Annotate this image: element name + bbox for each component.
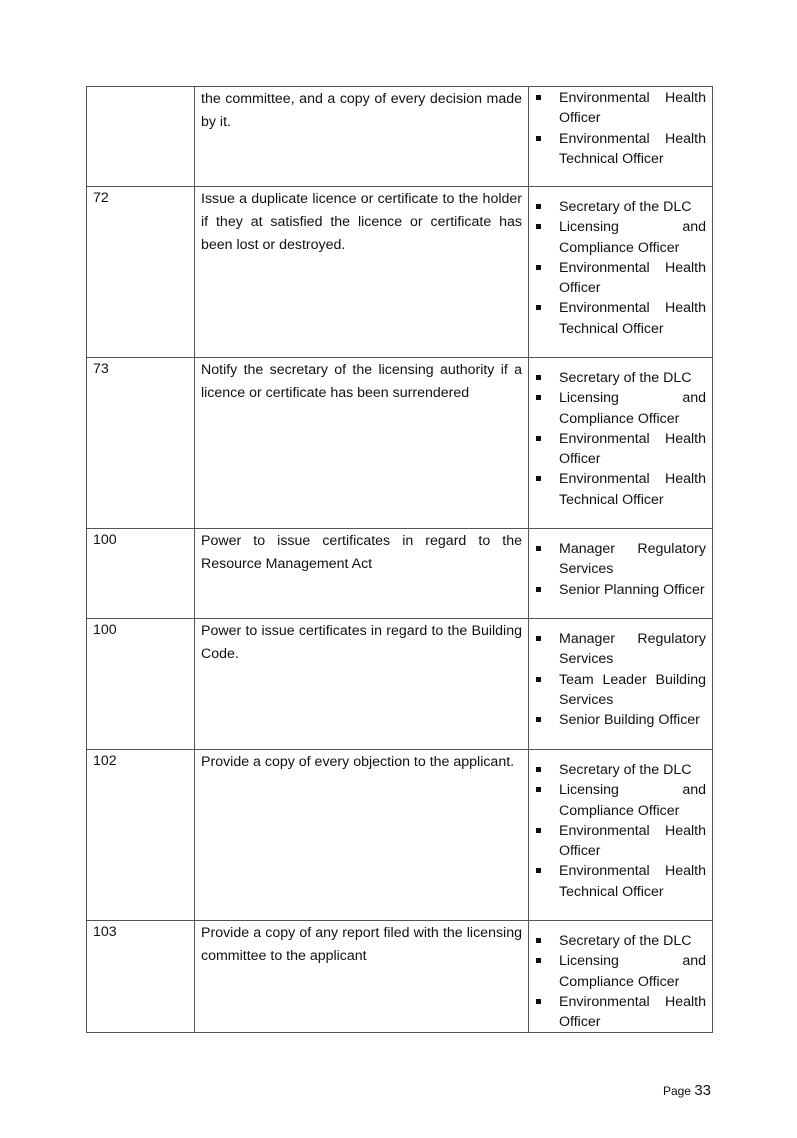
- section-number: 102: [87, 750, 195, 921]
- delegation-description: the committee, and a copy of every decision made by it.: [195, 87, 529, 187]
- role-item: Secretary of the DLC: [535, 760, 706, 780]
- page-label: Page: [662, 1084, 691, 1098]
- table-row: [87, 87, 713, 187]
- role-item: Licensing and Compliance Officer: [535, 388, 706, 429]
- table-row: [87, 619, 713, 750]
- role-item: Licensing and Compliance Officer: [535, 217, 706, 258]
- delegate-roles: [529, 619, 713, 750]
- role-item: Environmental Health Officer: [535, 88, 706, 129]
- section-number: 72: [87, 187, 195, 358]
- role-item: Environmental Health Officer: [535, 258, 706, 299]
- delegation-description: Provide a copy of any report filed with the licensing committee to the applicant: [195, 921, 529, 1033]
- table-row: [87, 187, 713, 358]
- table-row: [87, 750, 713, 921]
- delegate-roles: [529, 750, 713, 921]
- table-row: [87, 529, 713, 619]
- section-number: 100: [87, 619, 195, 750]
- delegate-roles: [529, 358, 713, 529]
- role-item: Environmental Health Technical Officer: [535, 129, 706, 170]
- role-item: Environmental Health Technical Officer: [535, 861, 706, 902]
- delegations-table: [86, 86, 713, 1033]
- role-item: Environmental Health Officer: [535, 821, 706, 862]
- role-item: Environmental Health Technical Officer: [535, 469, 706, 510]
- delegation-description: Power to issue certificates in regard to the Resource Management Act: [195, 529, 529, 619]
- section-number: 73: [87, 358, 195, 529]
- delegation-description: Notify the secretary of the licensing authority if a licence or certificate has been surrendered: [195, 358, 529, 529]
- role-item: Licensing and Compliance Officer: [535, 951, 706, 992]
- role-item: Secretary of the DLC: [535, 197, 706, 217]
- page-number: [663, 1082, 711, 1099]
- section-number: 100: [87, 529, 195, 619]
- role-item: Manager Regulatory Services: [535, 539, 706, 580]
- role-item: Environmental Health Officer: [535, 429, 706, 470]
- table-row: [87, 358, 713, 529]
- role-item: Secretary of the DLC: [535, 931, 706, 951]
- section-number: 103: [87, 921, 195, 1033]
- table-row: [87, 921, 713, 1033]
- role-item: Licensing and Compliance Officer: [535, 780, 706, 821]
- delegate-roles: [529, 921, 713, 1033]
- delegation-description: Power to issue certificates in regard to the Building Code.: [195, 619, 529, 750]
- section-number: [87, 87, 195, 187]
- role-item: Manager Regulatory Services: [535, 629, 706, 670]
- role-item: Senior Planning Officer: [535, 580, 706, 600]
- role-item: Environmental Health Officer: [535, 992, 706, 1033]
- delegate-roles: [529, 529, 713, 619]
- delegate-roles: [529, 187, 713, 358]
- role-item: Secretary of the DLC: [535, 368, 706, 388]
- role-item: Team Leader Building Services: [535, 670, 706, 711]
- role-item: Senior Building Officer: [535, 710, 706, 730]
- delegation-description: Issue a duplicate licence or certificate to the holder if they at satisfied the licence or certificate has been lost or destroyed.: [195, 187, 529, 358]
- delegation-description: Provide a copy of every objection to the applicant.: [195, 750, 529, 921]
- role-item: Environmental Health Technical Officer: [535, 298, 706, 339]
- delegate-roles: [529, 87, 713, 187]
- page-number-value: 33: [694, 1082, 711, 1099]
